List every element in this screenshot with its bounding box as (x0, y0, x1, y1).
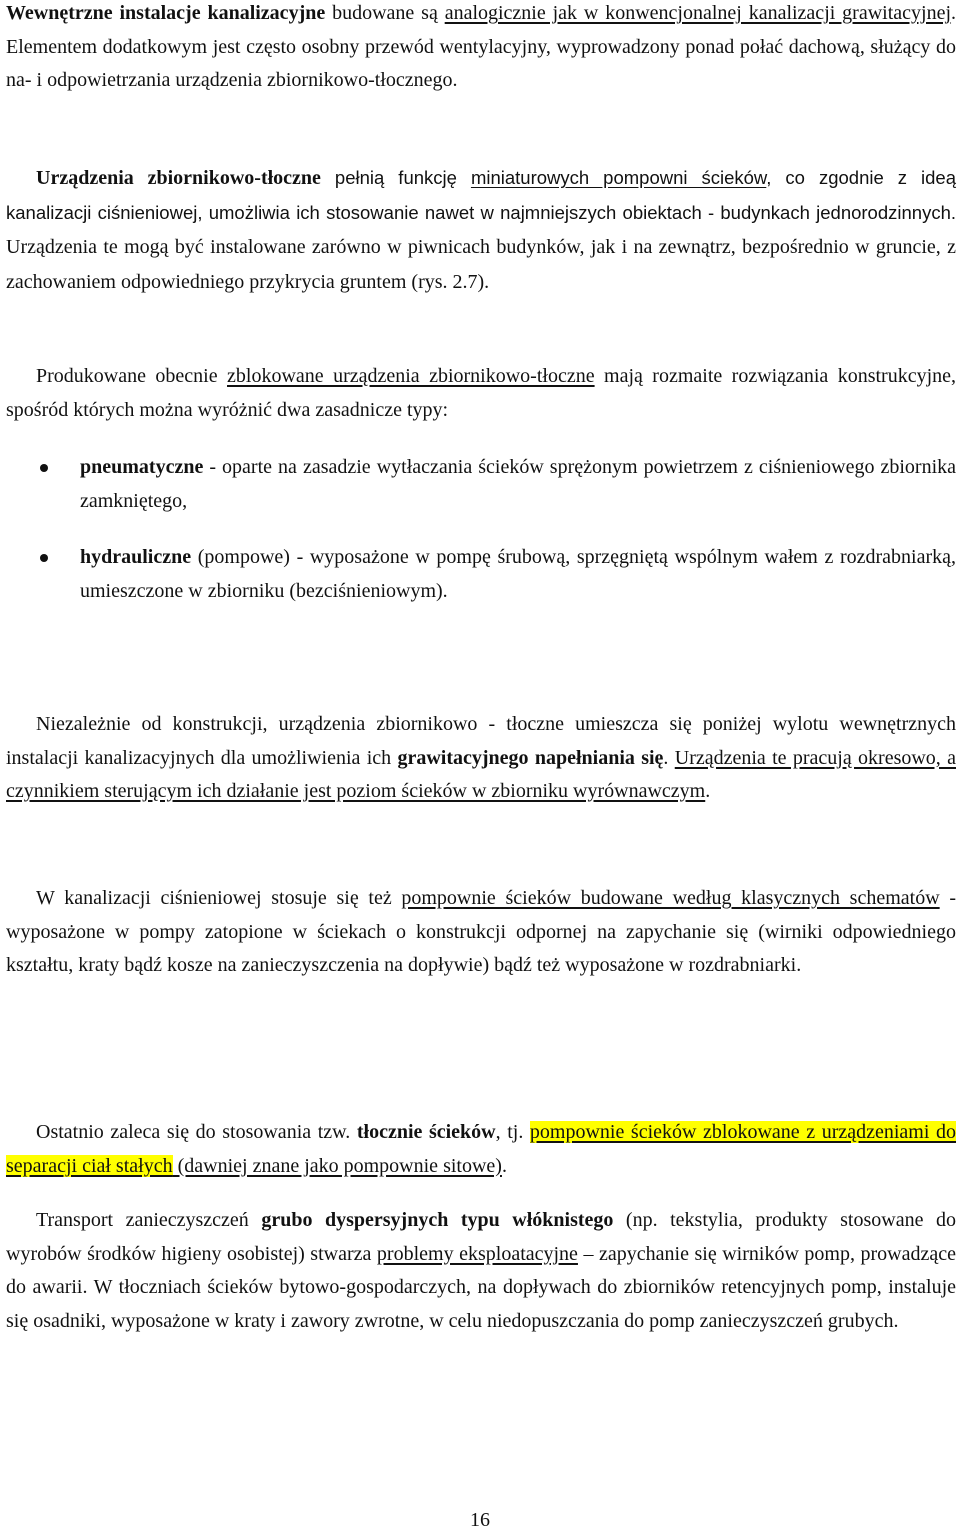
underlined-phrase: problemy eksploatacyjne (376, 1242, 578, 1265)
list-item-hydraulic: hydrauliczne (pompowe) - wyposażone w pompę śrubową, sprzęgniętą wspólnym wałem z rozdrabniarką, umieszczone w zbiorniku (bezciśnieniowym). (0, 541, 956, 608)
bold-phrase: grawitacyjnego napełniania się (397, 746, 664, 769)
paragraph-tank-pump-units: Urządzenia zbiornikowo-tłoczne pełnią funkcję miniaturowych pompowni ścieków, co zgodnie z ideą kanalizacji ciśnieniowej, umożliwia ich stosowanie nawet w najmniejszych obiektach - budynkach jednorodzinnych. Urządzenia te mogą być instalowane zarówno w piwnicach budynków, jak i na zewnątrz, bezpośrednio w gruncie, z zachowaniem odpowiedniego przykrycia gruntem (rys. 2.7). (6, 167, 956, 293)
page-number: 16 (470, 1509, 490, 1531)
types-list (0, 451, 956, 518)
bold-phrase: tłocznie ścieków (356, 1121, 496, 1143)
list-item-pneumatic: pneumatyczne - oparte na zasadzie wytłaczania ścieków sprężonym powietrzem z ciśnieniowego zbiornika zamkniętego, (0, 451, 956, 518)
bold-phrase: Urządzenia zbiornikowo-tłoczne (36, 167, 321, 189)
paragraph-fibrous-contaminants: Transport zanieczyszczeń grubo dyspersyjnych typu włóknistego (np. tekstylia, produkty stosowane do wyrobów środków higieny osobistej) stwarza problemy eksploatacyjne – zapychanie się wirników pomp, prowadzące do awarii. W tłoczniach ścieków bytowo-gospodarczych, na dopływach do zbiorników retencyjnych pomp, instaluje się osadniki, wyposażone w kraty i zawory zwrotne, w celu niedopuszczania do pomp zanieczyszczeń grubych. (6, 1209, 956, 1332)
underlined-phrase: analogicznie jak w konwencjonalnej kanalizacji grawitacyjnej (444, 2, 952, 24)
paragraph-placement: Niezależnie od konstrukcji, urządzenia zbiornikowo - tłoczne umieszcza się poniżej wylotu wewnętrznych instalacji kanalizacyjnych dla umożliwienia ich grawitacyjnego napełniania się. Urządzenia te pracują okresowo, a czynnikiem sterującym ich działanie jest poziom ścieków w zbiorniku wyrównawczym. (6, 713, 956, 802)
paragraph-sewage-pressing: Ostatnio zaleca się do stosowania tzw. tłocznie ścieków, tj. pompownie ścieków zblokowane z urządzeniami do separacji ciał stałych (dawniej znane jako pompownie sitowe). (6, 1121, 956, 1177)
bold-phrase: grubo dyspersyjnych typu włóknistego (261, 1209, 614, 1231)
underlined-phrase: (dawniej znane jako pompownie sitowe) (172, 1154, 502, 1177)
paragraph-classic-pump-stations: W kanalizacji ciśnieniowej stosuje się też pompownie ścieków budowane według klasycznych schematów - wyposażone w pompy zatopione w ściekach o konstrukcji odpornej na zapychanie się (wirniki odpowiedniego kształtu, kraty bądź kosze na zanieczyszczenia na dopływie) bądź też wyposażone w rozdrabniarki. (6, 887, 956, 976)
underlined-phrase: zblokowane urządzenia zbiornikowo-tłoczne (227, 365, 595, 387)
bullet-icon (40, 464, 48, 472)
paragraph-types-intro: Produkowane obecnie zblokowane urządzenia zbiornikowo-tłoczne mają rozmaite rozwiązania konstrukcyjne, spośród których można wyróżnić dwa zasadnicze typy: (6, 365, 957, 421)
underlined-phrase: Urządzenia te pracują okresowo, a czynnikiem sterującym ich działanie jest poziom ścieków w zbiorniku wyrównawczym (6, 746, 956, 802)
underlined-phrase: miniaturowych pompowni ścieków (470, 167, 767, 188)
highlighted-phrase: pompownie ścieków zblokowane z urządzeniami do separacji ciał stałych (6, 1121, 956, 1177)
paragraph-internal-installations: Wewnętrzne instalacje kanalizacyjne budowane są analogicznie jak w konwencjonalnej kanalizacji grawitacyjnej. Elementem dodatkowym jest często osobny przewód wentylacyjny, wyprowadzony ponad połać dachową, służący do na- i odpowietrzania urządzenia zbiornikowo-tłocznego. (6, 2, 957, 91)
bold-phrase: Wewnętrzne instalacje kanalizacyjne (6, 2, 326, 24)
types-list-2 (0, 541, 956, 608)
underlined-phrase: pompownie ścieków budowane według klasycznych schematów (401, 887, 940, 909)
bullet-icon (40, 554, 48, 562)
